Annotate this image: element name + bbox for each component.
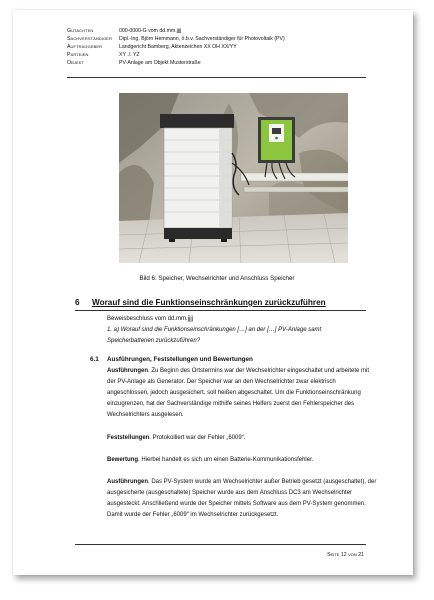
paragraph-text: . Hierbei handelt es sich um einen Batterie-Kommunikationsfehler.: [138, 457, 314, 463]
meta-value: PV-Anlage am Objekt Musterstraße: [119, 60, 201, 66]
beschluss-line: Beweisbeschluss vom dd.mm.jjjj: [107, 316, 194, 322]
paragraph-lead: Bewertung: [107, 457, 139, 463]
paragraph-ausfuehrungen-2: [107, 477, 379, 521]
figure-caption: Bild 6: Speicher, Wechselrichter und Anschluss Speicher: [139, 275, 295, 282]
meta-key: Gutachten: [67, 28, 94, 34]
question-line-2: Speicherbatterien zurückzuführen?: [107, 338, 201, 344]
footer-divider: [75, 544, 366, 545]
paragraph-text: . Das PV-System wurde am Wechselrichter außer Betrieb gesetzt (ausgeschaltet), der ausgesicherte (ausgeschaltete) Speicher wurde aus dem Anschluss DC3 am Wechselrichter ausgesteckt. Anschließend wurde der Speicher mittels Software aus dem PV-System genommen. Damit wurde der Fehler „6009“ im Wechselrichter zurückgesetzt.: [107, 479, 377, 519]
meta-row-objekt: [67, 59, 285, 67]
meta-row-parteien: [67, 51, 285, 59]
section-number: 6: [75, 298, 80, 307]
meta-row-gutachten: [67, 27, 285, 35]
paragraph-bewertung: [107, 455, 379, 466]
section-divider: [75, 310, 366, 311]
paragraph-lead: Ausführungen: [107, 368, 148, 374]
meta-key: Objekt: [67, 60, 85, 66]
paragraph-text: . Protokolliert war der Fehler „6009“.: [149, 435, 246, 441]
paragraph-lead: Feststellungen: [107, 435, 150, 441]
meta-value: XY ./. YZ: [119, 52, 140, 58]
section-title: Worauf sind die Funktionseinschränkungen zurückzuführen: [92, 298, 326, 307]
subsection-number: 6.1: [90, 356, 99, 363]
meta-row-sachverstaendiger: [67, 35, 285, 43]
meta-value: Landgericht Bamberg, Aktenzeichen XX OH XX/YY: [119, 44, 237, 50]
meta-key: Sachverständiger: [67, 36, 113, 42]
meta-value: Dipl.-Ing. Björn Hemmann, ö.b.v. Sachverständiger für Photovoltaik (PV): [119, 36, 285, 42]
section-heading: [75, 298, 326, 307]
question-line-1: 1. a) Worauf sind die Funktionseinschränkungen […] an der […] PV-Anlage samt: [107, 327, 322, 333]
header-meta: [67, 27, 285, 67]
subsection-title: Ausführungen, Feststellungen und Bewertungen: [107, 356, 253, 363]
paragraph-feststellungen: [107, 433, 379, 444]
meta-key: Parteien: [67, 52, 89, 58]
page-number: Seite 12 von 21: [327, 552, 364, 558]
paragraph-text: . Zu Beginn des Ortstermins war der Wechselrichter eingeschaltet und arbeitete mit der PV-Anlage als Generator. Der Speicher war an den Wechselrichter zwar elektrisch angeschlossen, jedoch ausgesichert, soll heißen abgeschaltet. Um die Funktionseinschränkung einzugrenzen, hat der Sachverständige mithilfe seines Helfers zuerst den Fehlerspeicher des Wechselrichters ausgelesen.: [107, 368, 369, 419]
subsection-heading: [90, 356, 253, 363]
header-divider: [67, 77, 366, 78]
paragraph-lead: Ausführungen: [107, 479, 148, 485]
meta-row-auftraggeber: [67, 43, 285, 51]
meta-key: Auftraggeber: [67, 44, 103, 50]
paragraph-ausfuehrungen-1: [107, 366, 379, 421]
figure-photo: [119, 93, 348, 263]
meta-value: 000-0000-G vom dd.mm.jjjj: [119, 28, 182, 34]
